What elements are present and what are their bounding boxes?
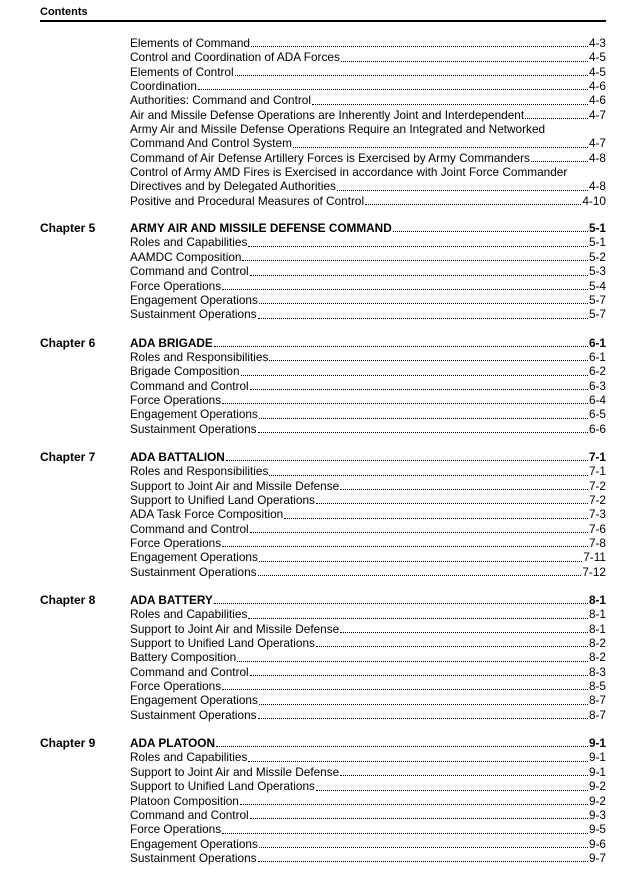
dot-leader xyxy=(312,104,588,105)
toc-entry-page: 6-3 xyxy=(588,378,606,393)
dot-leader xyxy=(259,303,588,304)
toc-entry-title: Command of Air Defense Artillery Forces is Exercised by Army Commanders xyxy=(130,150,530,165)
toc-entry-page: 4-6 xyxy=(588,79,606,94)
toc-entry-title: Roles and Capabilities xyxy=(130,607,248,622)
toc-entry[interactable] xyxy=(130,507,606,521)
toc-entry-page: 6-2 xyxy=(588,364,606,379)
dot-leader xyxy=(531,161,588,162)
toc-entry-page: 7-6 xyxy=(588,521,606,536)
toc-entry-page: 8-7 xyxy=(588,707,606,722)
chapter-label: Chapter 6 xyxy=(40,335,96,350)
dot-leader xyxy=(269,475,588,476)
toc-entry-title-line1: Control of Army AMD Fires is Exercised in accordance with Joint Force Commander xyxy=(130,165,568,180)
toc-entry[interactable] xyxy=(130,235,606,249)
toc-entry-page: 4-10 xyxy=(582,193,606,208)
toc-entry-title: Coordination xyxy=(130,79,197,94)
dot-leader xyxy=(259,704,588,705)
chapter-heading-entry[interactable] xyxy=(130,736,606,750)
toc-entry-page: 7-8 xyxy=(588,536,606,550)
toc-entry-title: Engagement Operations xyxy=(130,292,258,307)
dot-leader xyxy=(293,147,588,148)
toc-entry[interactable] xyxy=(130,379,606,393)
dot-leader xyxy=(250,532,588,533)
toc-entry[interactable] xyxy=(130,194,606,208)
dot-leader xyxy=(258,718,588,719)
dot-leader xyxy=(316,503,588,504)
toc-entry-title: Support to Joint Air and Missile Defense xyxy=(130,621,340,636)
toc-entry-page: 8-1 xyxy=(588,607,606,622)
table-of-contents xyxy=(40,36,606,879)
toc-entry-page: 7-12 xyxy=(582,564,606,579)
toc-entry-page: 6-5 xyxy=(588,407,606,422)
toc-entries xyxy=(130,221,606,321)
toc-entry[interactable] xyxy=(130,79,606,93)
toc-chapter-9 xyxy=(40,736,606,865)
dot-leader xyxy=(222,289,588,290)
toc-entry[interactable] xyxy=(130,550,606,564)
toc-entry[interactable] xyxy=(130,422,606,436)
dot-leader xyxy=(341,61,588,62)
toc-entry[interactable] xyxy=(130,750,606,764)
toc-entry[interactable] xyxy=(130,364,606,378)
toc-entry-page: 5-4 xyxy=(588,278,606,293)
toc-entry-page: 8-3 xyxy=(588,664,606,679)
toc-entry-title: Sustainment Operations xyxy=(130,564,257,579)
chapter-title: ADA BRIGADE xyxy=(130,335,213,350)
toc-entry-page: 4-6 xyxy=(588,93,606,108)
dot-leader xyxy=(237,661,588,662)
toc-entry-title: Command and Control xyxy=(130,264,249,279)
toc-entry-title: Positive and Procedural Measures of Control xyxy=(130,193,365,208)
toc-entry-page: 8-1 xyxy=(588,621,606,636)
toc-entry-page: 4-8 xyxy=(588,150,606,165)
toc-entry-title: Force Operations xyxy=(130,536,222,550)
toc-entry-page: 9-2 xyxy=(588,793,606,808)
toc-entry[interactable] xyxy=(130,837,606,851)
toc-entry-title: Control and Coordination of ADA Forces xyxy=(130,50,340,65)
dot-leader xyxy=(393,231,588,232)
dot-leader xyxy=(258,318,588,319)
toc-entry-page: 5-1 xyxy=(588,235,606,250)
page-title: Contents xyxy=(40,6,88,18)
toc-entry[interactable] xyxy=(130,407,606,421)
toc-entry-page: 5-7 xyxy=(588,307,606,322)
toc-entry-page: 8-2 xyxy=(588,650,606,665)
toc-entry[interactable] xyxy=(130,650,606,664)
dot-leader xyxy=(250,275,588,276)
dot-leader xyxy=(365,204,581,205)
toc-entry[interactable] xyxy=(130,622,606,636)
chapter-page: 6-1 xyxy=(588,335,606,350)
toc-entry[interactable] xyxy=(130,779,606,793)
chapter-heading-entry[interactable] xyxy=(130,336,606,350)
dot-leader xyxy=(222,689,588,690)
toc-entry[interactable] xyxy=(130,679,606,693)
toc-entry-page: 5-7 xyxy=(588,292,606,307)
toc-entry-title: Sustainment Operations xyxy=(130,707,257,722)
toc-chapter-5 xyxy=(40,221,606,321)
toc-entry-title: Engagement Operations xyxy=(130,836,258,851)
toc-entry-page: 4-7 xyxy=(588,107,606,122)
toc-entry[interactable] xyxy=(130,122,606,151)
toc-entry-title-line1: Army Air and Missile Defense Operations Require an Integrated and Networked xyxy=(130,122,546,137)
toc-section-chapter-4-continued xyxy=(40,36,606,208)
dot-leader xyxy=(222,546,588,547)
toc-entry[interactable] xyxy=(130,794,606,808)
toc-entry[interactable] xyxy=(130,565,606,579)
toc-entry-title: Support to Unified Land Operations xyxy=(130,492,315,507)
dot-leader xyxy=(337,190,588,191)
dot-leader xyxy=(340,632,588,633)
chapter-label: Chapter 9 xyxy=(40,736,96,751)
toc-entries xyxy=(130,736,606,865)
toc-entry[interactable] xyxy=(130,464,606,478)
toc-entry[interactable] xyxy=(130,493,606,507)
dot-leader xyxy=(259,561,582,562)
dot-leader xyxy=(259,418,588,419)
dot-leader xyxy=(250,389,588,390)
toc-entry[interactable] xyxy=(130,293,606,307)
toc-entry-title: Engagement Operations xyxy=(130,550,258,565)
toc-entry-page: 7-2 xyxy=(588,492,606,507)
toc-entry-title: Roles and Capabilities xyxy=(130,235,248,250)
toc-entry-title: Force Operations xyxy=(130,278,222,293)
toc-entry[interactable] xyxy=(130,250,606,264)
toc-entry-title: Support to Joint Air and Missile Defense xyxy=(130,764,340,779)
dot-leader xyxy=(340,775,588,776)
toc-entry-title: ADA Task Force Composition xyxy=(130,507,284,522)
dot-leader xyxy=(226,460,588,461)
toc-entry-title: Elements of Control xyxy=(130,64,234,79)
toc-entry[interactable] xyxy=(130,693,606,707)
chapter-page: 7-1 xyxy=(588,449,606,464)
toc-entry-title: Support to Unified Land Operations xyxy=(130,636,315,651)
toc-entry[interactable] xyxy=(130,851,606,865)
toc-entry-title: Roles and Capabilities xyxy=(130,750,248,765)
toc-entry[interactable] xyxy=(130,636,606,650)
chapter-title: ADA BATTALION xyxy=(130,449,225,464)
toc-entry[interactable] xyxy=(130,50,606,64)
toc-entry[interactable] xyxy=(130,307,606,321)
dot-leader xyxy=(250,675,588,676)
toc-entry-title: Support to Unified Land Operations xyxy=(130,779,315,794)
dot-leader xyxy=(269,360,588,361)
toc-entry[interactable] xyxy=(130,665,606,679)
toc-entry-page: 6-6 xyxy=(588,421,606,436)
dot-leader xyxy=(235,75,588,76)
toc-entry-title: Elements of Command xyxy=(130,36,250,50)
page-header xyxy=(40,5,606,22)
toc-entry[interactable] xyxy=(130,350,606,364)
toc-entry-page: 9-7 xyxy=(588,850,606,865)
dot-leader xyxy=(258,575,582,576)
toc-entry-title: Air and Missile Defense Operations are Inherently Joint and Interdependent xyxy=(130,107,525,122)
dot-leader xyxy=(240,804,588,805)
dot-leader xyxy=(214,603,588,604)
toc-entry-page: 9-1 xyxy=(588,750,606,765)
toc-entry[interactable] xyxy=(130,393,606,407)
dot-leader xyxy=(258,861,588,862)
toc-entry-page: 8-5 xyxy=(588,679,606,694)
toc-entry-title: Battery Composition xyxy=(130,650,237,665)
toc-entry-page: 9-5 xyxy=(588,822,606,837)
toc-entry[interactable] xyxy=(130,522,606,536)
toc-entry[interactable] xyxy=(130,708,606,722)
toc-entry-page: 4-3 xyxy=(588,36,606,50)
chapter-page: 9-1 xyxy=(588,736,606,751)
dot-leader xyxy=(214,346,588,347)
toc-entry-title: Support to Joint Air and Missile Defense xyxy=(130,478,340,493)
toc-entry-page: 5-2 xyxy=(588,249,606,264)
toc-entry-title: Authorities: Command and Control xyxy=(130,93,311,108)
toc-entry-page: 9-2 xyxy=(588,779,606,794)
dot-leader xyxy=(525,118,588,119)
dot-leader xyxy=(241,375,588,376)
toc-entry[interactable] xyxy=(130,93,606,107)
chapter-title: ADA PLATOON xyxy=(130,736,215,751)
toc-entry-title: Force Operations xyxy=(130,822,222,837)
toc-entry[interactable] xyxy=(130,108,606,122)
dot-leader xyxy=(340,489,588,490)
toc-entry-page: 7-1 xyxy=(588,464,606,479)
toc-entry-title: Engagement Operations xyxy=(130,407,258,422)
dot-leader xyxy=(251,46,588,47)
toc-entry-page: 7-3 xyxy=(588,507,606,522)
toc-entry-title: Command and Control xyxy=(130,378,249,393)
dot-leader xyxy=(248,618,588,619)
toc-entry-page: 8-7 xyxy=(588,693,606,708)
toc-entry-page: 9-1 xyxy=(588,764,606,779)
toc-entry[interactable] xyxy=(130,536,606,550)
chapter-heading-entry[interactable] xyxy=(130,221,606,235)
toc-entry-title: Force Operations xyxy=(130,392,222,407)
toc-entry-page: 8-2 xyxy=(588,636,606,651)
dot-leader xyxy=(198,89,588,90)
toc-entry[interactable] xyxy=(130,151,606,165)
toc-entry-title: Command and Control xyxy=(130,664,249,679)
toc-entry-title: Force Operations xyxy=(130,679,222,694)
chapter-heading-entry[interactable] xyxy=(130,593,606,607)
toc-entry-title: Brigade Composition xyxy=(130,364,240,379)
toc-entry-page: 9-6 xyxy=(588,836,606,851)
toc-entry-title: Command and Control xyxy=(130,807,249,822)
toc-entry-page: 5-3 xyxy=(588,264,606,279)
chapter-page: 5-1 xyxy=(588,221,606,236)
toc-entry[interactable] xyxy=(130,65,606,79)
dot-leader xyxy=(284,518,588,519)
toc-entry[interactable] xyxy=(130,264,606,278)
chapter-title: ARMY AIR AND MISSILE DEFENSE COMMAND xyxy=(130,221,392,236)
toc-entry-page: 6-4 xyxy=(588,392,606,407)
chapter-label: Chapter 7 xyxy=(40,449,96,464)
toc-entry-page: 4-8 xyxy=(588,179,606,194)
toc-entry-title: Sustainment Operations xyxy=(130,850,257,865)
toc-entry-title: Roles and Responsibilities xyxy=(130,464,269,479)
dot-leader xyxy=(250,818,588,819)
toc-chapter-8 xyxy=(40,593,606,722)
toc-entries xyxy=(130,593,606,722)
chapter-title: ADA BATTERY xyxy=(130,593,213,608)
toc-entry[interactable] xyxy=(130,165,606,194)
toc-chapter-6 xyxy=(40,336,606,436)
toc-entry[interactable] xyxy=(130,279,606,293)
dot-leader xyxy=(316,790,588,791)
toc-entry-title: Platoon Composition xyxy=(130,793,239,808)
chapter-label: Chapter 5 xyxy=(40,221,96,236)
toc-entry-title: Engagement Operations xyxy=(130,693,258,708)
toc-chapter-7 xyxy=(40,450,606,579)
dot-leader xyxy=(242,260,587,261)
dot-leader xyxy=(258,432,588,433)
toc-entry[interactable] xyxy=(130,765,606,779)
toc-entry-title-line2: Directives and by Delegated Authorities xyxy=(130,179,336,194)
toc-entry-title-line2: Command And Control System xyxy=(130,136,292,151)
dot-leader xyxy=(259,847,588,848)
toc-entry-page: 4-5 xyxy=(588,64,606,79)
dot-leader xyxy=(216,746,588,747)
toc-entry[interactable] xyxy=(130,479,606,493)
toc-entry-page: 9-3 xyxy=(588,807,606,822)
toc-entry[interactable] xyxy=(130,607,606,621)
toc-entry-title: Roles and Responsibilities xyxy=(130,349,269,364)
toc-entry-title: Sustainment Operations xyxy=(130,421,257,436)
chapter-page: 8-1 xyxy=(588,593,606,608)
chapter-heading-entry[interactable] xyxy=(130,450,606,464)
dot-leader xyxy=(222,833,588,834)
chapter-label: Chapter 8 xyxy=(40,593,96,608)
toc-entries xyxy=(130,336,606,436)
toc-entry-title: Sustainment Operations xyxy=(130,307,257,322)
toc-entry-page: 7-2 xyxy=(588,478,606,493)
dot-leader xyxy=(248,246,588,247)
toc-entry-title: AAMDC Composition xyxy=(130,249,242,264)
toc-entry[interactable] xyxy=(130,36,606,50)
dot-leader xyxy=(316,646,588,647)
toc-entries xyxy=(130,450,606,579)
toc-entry[interactable] xyxy=(130,808,606,822)
toc-entry-page: 6-1 xyxy=(588,349,606,364)
dot-leader xyxy=(222,403,588,404)
toc-entries xyxy=(130,36,606,208)
toc-entry-title: Command and Control xyxy=(130,521,249,536)
dot-leader xyxy=(248,761,588,762)
toc-entry-page: 7-11 xyxy=(583,550,606,565)
toc-entry[interactable] xyxy=(130,822,606,836)
toc-entry-page: 4-7 xyxy=(588,136,606,151)
toc-entry-page: 4-5 xyxy=(588,50,606,65)
